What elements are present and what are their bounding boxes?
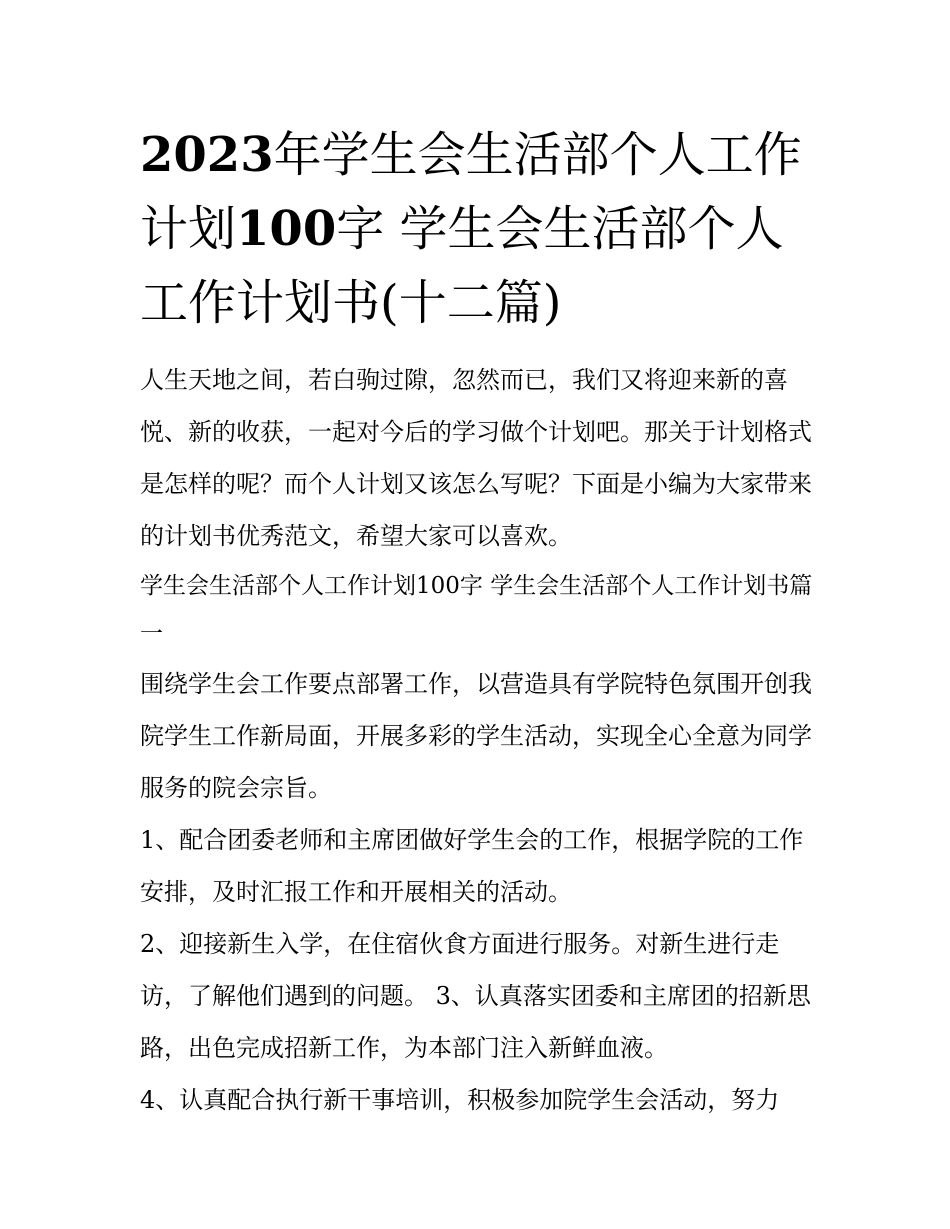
section-heading: 学生会生活部个人工作计划100字 学生会生活部个人工作计划书篇一 [140,573,813,647]
document-page [140,118,815,1126]
body-paragraph-2: 1、配合团委老师和主席团做好学生会的工作，根据学院的工作安排，及时汇报工作和开展相关的活动。 [140,826,804,906]
body-paragraph-4: 4、认真配合执行新干事培训，积极参加院学生会活动，努力 [140,1086,780,1114]
title-year: 2023 [140,127,274,183]
title-part-1: 年学生会生活部个人工作计划 [140,127,802,257]
intro-paragraph: 人生天地之间，若白驹过隙，忽然而已，我们又将迎来新的喜悦、新的收获，一起对今后的学习做个计划吧。那关于计划格式是怎样的呢？而个人计划又该怎么写呢？下面是小编为大家带来的计划书优秀范文，希望大家可以喜欢。 [140,366,812,550]
title-part-2: 字 学生会生活部个人工作计划书(十二篇) [140,201,784,331]
title-number: 100 [236,201,337,257]
body-paragraph-3: 2、迎接新生入学，在住宿伙食方面进行服务。对新生进行走访，了解他们遇到的问题。 3、认真落实团委和主席团的招新思路，出色完成招新工作，为本部门注入新鲜血液。 [140,930,811,1062]
body-paragraph-1: 围绕学生会工作要点部署工作，以营造具有学院特色氛围开创我院学生工作新局面，开展多彩的学生活动，实现全心全意为同学服务的院会宗旨。 [140,670,812,802]
document-title [140,118,815,340]
